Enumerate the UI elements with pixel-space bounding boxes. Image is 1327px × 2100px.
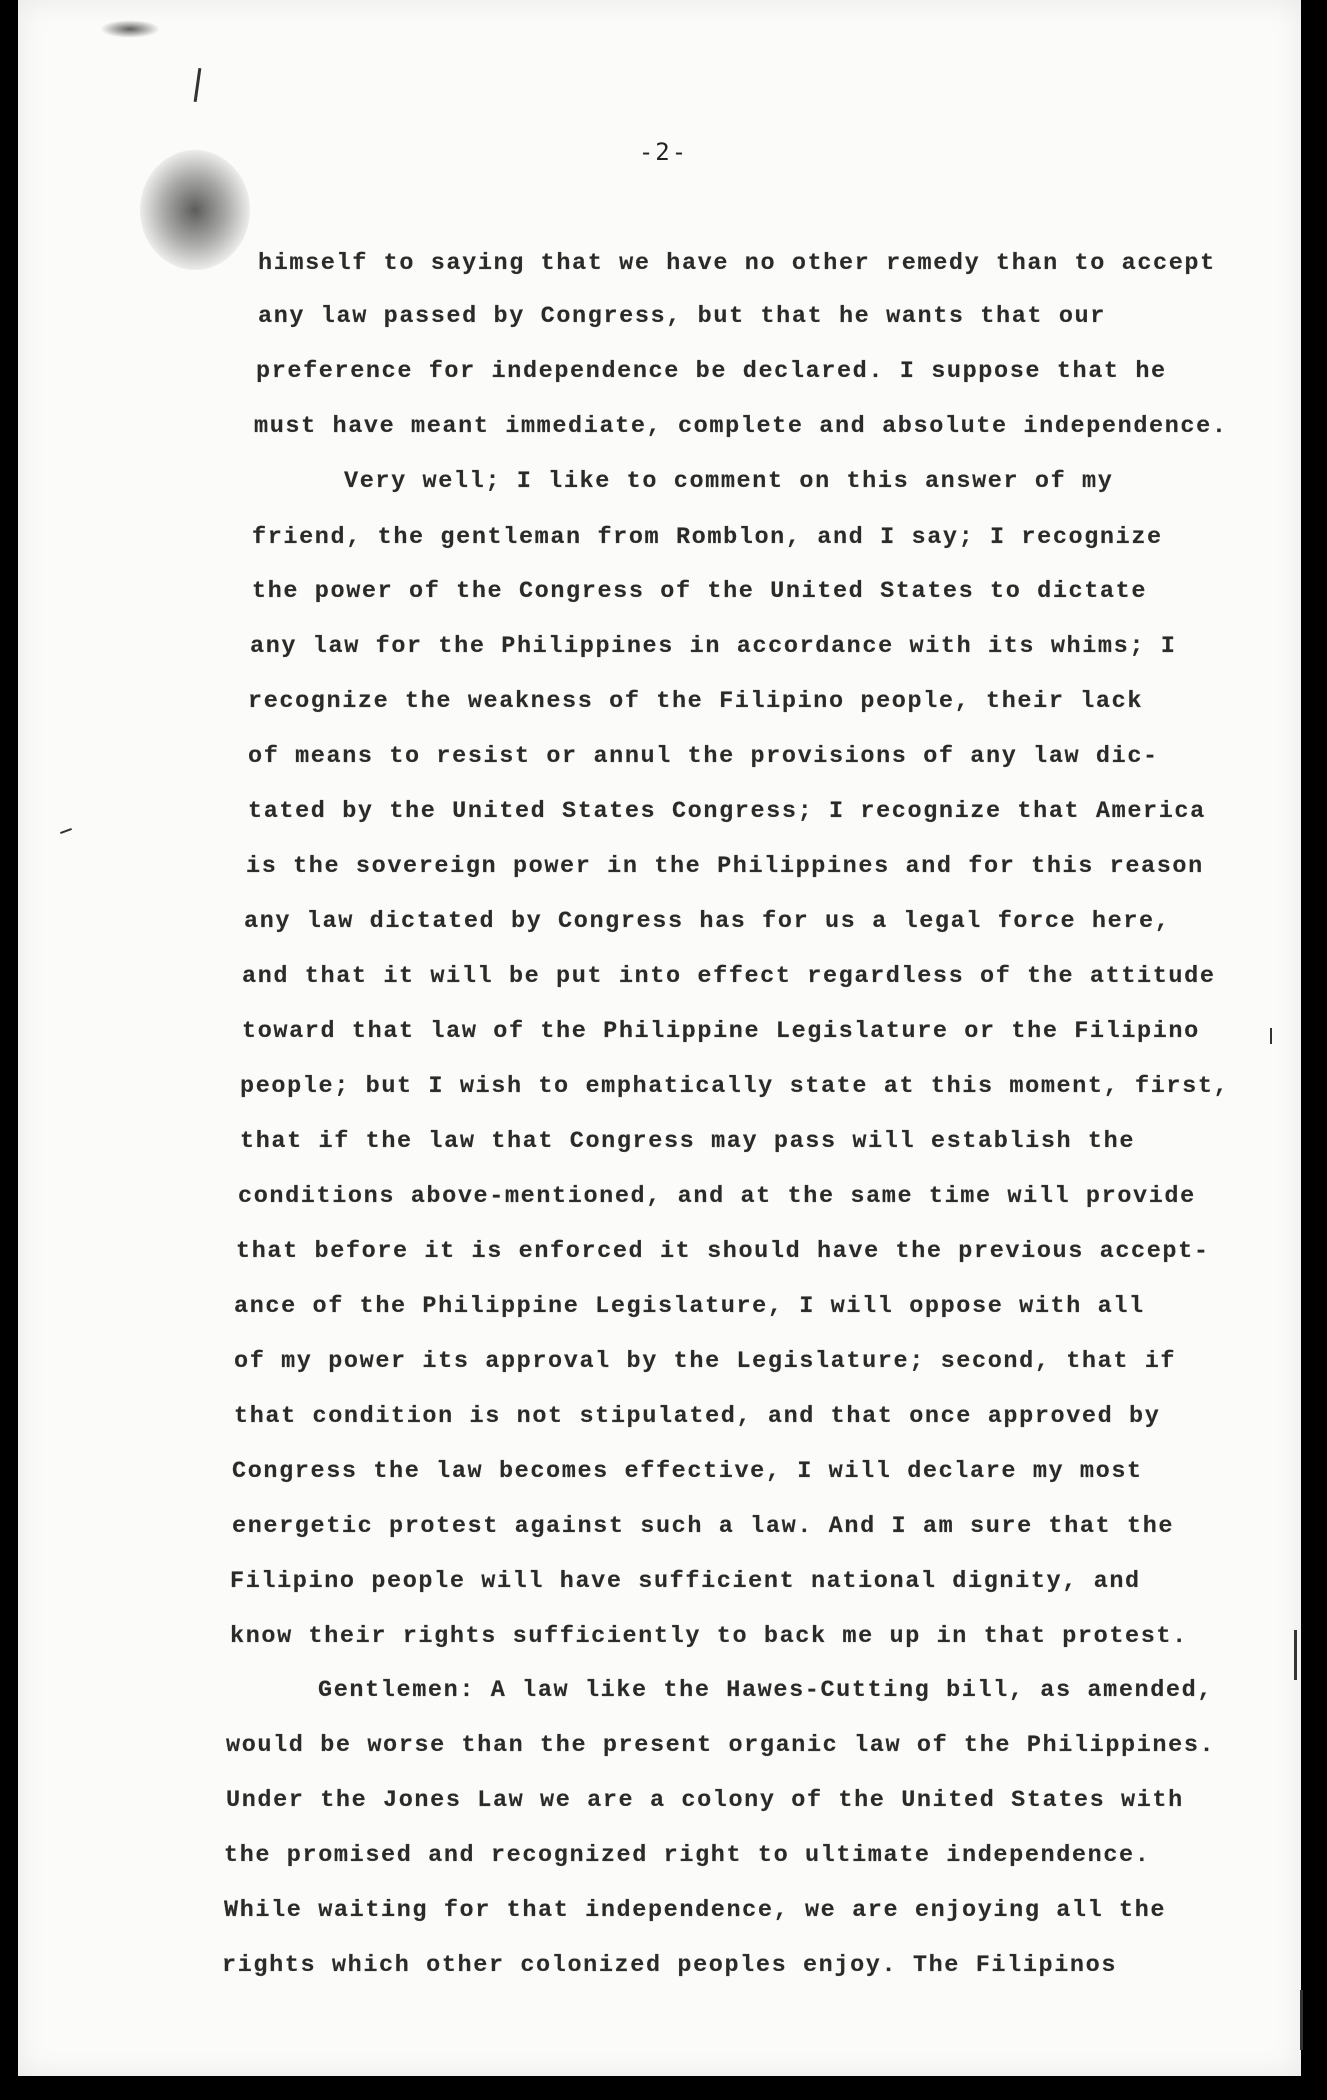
text-line: Filipino people will have sufficient national dignity, and	[230, 1568, 1141, 1595]
text-line: any law for the Philippines in accordance with its whims; I	[250, 633, 1177, 660]
margin-mark	[1270, 1028, 1272, 1044]
text-line: Gentlemen: A law like the Hawes-Cutting bill, as amended,	[318, 1677, 1214, 1704]
margin-mark	[1300, 1990, 1303, 2050]
text-line: While waiting for that independence, we are enjoying all the	[224, 1897, 1167, 1924]
text-line: Congress the law becomes effective, I will declare my most	[232, 1458, 1143, 1485]
text-line: people; but I wish to emphatically state at this moment, first,	[240, 1073, 1230, 1100]
text-line: that condition is not stipulated, and that once approved by	[234, 1403, 1161, 1430]
text-line: any law dictated by Congress has for us a legal force here,	[244, 908, 1171, 935]
text-line: recognize the weakness of the Filipino people, their lack	[248, 688, 1144, 715]
text-line: tated by the United States Congress; I recognize that America	[248, 798, 1206, 825]
text-line: of my power its approval by the Legislature; second, that if	[234, 1348, 1177, 1375]
text-line: friend, the gentleman from Romblon, and I say; I recognize	[252, 524, 1163, 551]
text-line: Very well; I like to comment on this answer of my	[344, 468, 1114, 495]
fingerprint-smudge	[140, 150, 250, 270]
page-number: -2-	[638, 138, 689, 166]
ink-blot	[100, 20, 160, 38]
text-line: toward that law of the Philippine Legislature or the Filipino	[242, 1018, 1200, 1045]
text-line: the power of the Congress of the United States to dictate	[252, 578, 1148, 605]
text-line: would be worse than the present organic law of the Philippines.	[226, 1732, 1216, 1759]
text-line: preference for independence be declared. I suppose that he	[256, 358, 1167, 385]
text-line: Under the Jones Law we are a colony of the United States with	[226, 1787, 1184, 1814]
text-line: that before it is enforced it should have the previous accept-	[236, 1238, 1210, 1265]
text-line: that if the law that Congress may pass will establish the	[240, 1128, 1136, 1155]
text-line: and that it will be put into effect regardless of the attitude	[242, 963, 1216, 990]
margin-mark	[1294, 1630, 1297, 1680]
text-line: ance of the Philippine Legislature, I will oppose with all	[234, 1293, 1145, 1320]
text-line: the promised and recognized right to ultimate independence.	[224, 1842, 1151, 1869]
text-line: of means to resist or annul the provisions of any law dic-	[248, 743, 1159, 770]
text-line: conditions above-mentioned, and at the same time will provide	[238, 1183, 1196, 1210]
text-line: know their rights sufficiently to back me up in that protest.	[230, 1623, 1188, 1650]
text-line: is the sovereign power in the Philippines and for this reason	[246, 853, 1204, 880]
text-line: must have meant immediate, complete and absolute independence.	[254, 413, 1228, 440]
text-line: any law passed by Congress, but that he wants that our	[258, 303, 1106, 330]
text-line: himself to saying that we have no other remedy than to accept	[258, 250, 1216, 277]
text-line: rights which other colonized peoples enjoy. The Filipinos	[222, 1952, 1118, 1979]
text-line: energetic protest against such a law. And I am sure that the	[232, 1513, 1175, 1540]
